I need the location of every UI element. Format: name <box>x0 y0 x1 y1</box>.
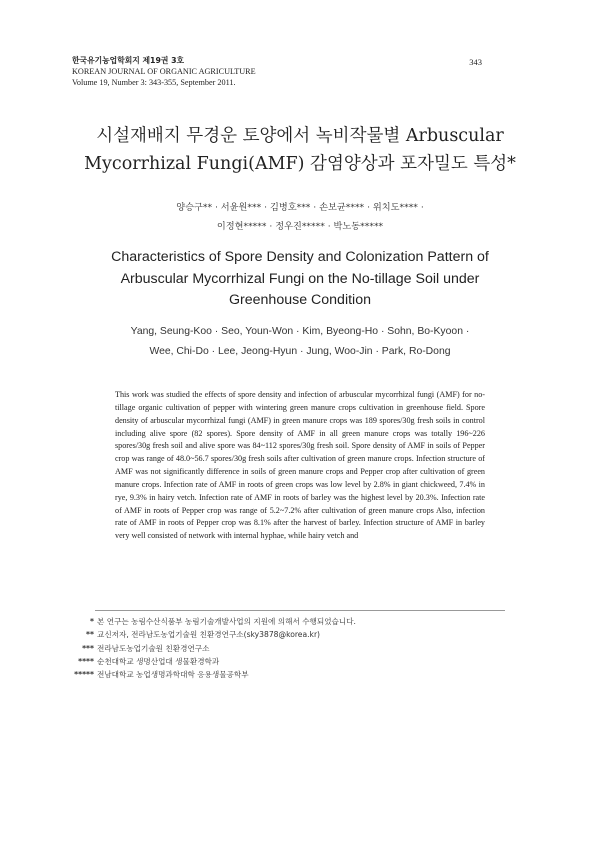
footnote-mark: *** <box>82 643 94 653</box>
footnote-item <box>72 615 502 628</box>
english-title-line-1: Characteristics of Spore Density and Colonization Pattern of <box>111 249 489 265</box>
footnote-item <box>72 628 502 641</box>
footnote-text: 전남대학교 농업생명과학대학 응용생물공학부 <box>97 670 249 680</box>
english-title <box>50 247 550 312</box>
footnote-mark: * <box>90 617 94 626</box>
journal-name-korean: 한국유기농업학회지 제19권 3호 <box>72 56 185 65</box>
footnote-text: 본 연구는 농림수산식품부 농림기술개발사업의 지원에 의해서 수행되었습니다. <box>97 617 356 626</box>
footnote-text: 순천대학교 생명산업대 생물환경학과 <box>97 656 220 666</box>
footnote-divider <box>95 610 505 611</box>
english-authors-line-2: Wee, Chi-Do · Lee, Jeong-Hyun · Jung, Woo-Jin · Park, Ro-Dong <box>149 346 451 357</box>
korean-authors <box>60 198 540 236</box>
journal-header <box>72 55 256 88</box>
footnote-item <box>72 642 502 655</box>
korean-title <box>40 122 560 178</box>
korean-title-line-1: 시설재배지 무경운 토양에서 녹비작물별 Arbuscular <box>96 126 504 146</box>
english-authors <box>50 322 550 362</box>
footnote-text: 교신저자, 전라남도농업기술원 친환경연구소(sky3878@korea.kr) <box>97 630 321 640</box>
footnote-item <box>72 668 502 681</box>
abstract-text: This work was studied the effects of spore density and infection of arbuscular mycorrhizal fungi (AMF) for no-tillage organic cultivation of pepper with wintering green manure crops cultivation in greenhouse field. Spore density of arbuscular mycorrhizal fungi (AMF) in green manure crops was 189 spores/30g fresh soils in control including alive spore (82 spores). Spore density of AMF in all green manure crops was totally 196~226 spores/30g fresh soil and alive spore was 84~112 spores/30g fresh soil. Spore density of AMF in soils of Pepper crop was range of 48.0~56.7 spores/30g fresh soils after cultivation of green manure crops. Infection structure of AMF was not significantly difference in soils of green manure crops and Pepper crop after cultivation of green manure crops. Infection rate of AMF in roots of green crops was low level by 2.8% in giant chickweed, 7.4% in rye, 9.3% in hairy vetch. Infection rate of AMF in roots of barley was the highest level by 20.3%. Infection rate of AMF in roots of Pepper crop was range of 5.2~7.2% after cultivation of green manure crops Also, infection rate of AMF in roots of Pepper crop was 8.1% after the harvest of barley. Infection structure of AMF in barley very well consisted of network with internal hyphae, while hairy vetch and <box>115 390 485 541</box>
journal-volume: Volume 19, Number 3: 343-355, September 2011. <box>72 78 236 87</box>
footnote-mark: ** <box>86 630 94 640</box>
footnote-mark: ***** <box>74 670 94 680</box>
journal-name-english: KOREAN JOURNAL OF ORGANIC AGRICULTURE <box>72 67 256 76</box>
korean-authors-line-1: 양승구** · 서윤원*** · 김병호*** · 손보균**** · 위치도**** · <box>176 202 424 213</box>
footnote-item <box>72 655 502 668</box>
english-authors-line-1: Yang, Seung-Koo · Seo, Youn-Won · Kim, Byeong-Ho · Sohn, Bo-Kyoon · <box>130 326 470 337</box>
english-title-line-3: Greenhouse Condition <box>229 292 371 308</box>
footnotes <box>72 615 502 681</box>
korean-title-line-2: Mycorrhizal Fungi(AMF) 감염양상과 포자밀도 특성* <box>84 154 516 174</box>
english-title-line-2: Arbuscular Mycorrhizal Fungi on the No-tillage Soil under <box>120 270 480 287</box>
korean-authors-line-2: 이정현***** · 정우진***** · 박노동***** <box>216 221 384 232</box>
footnote-mark: **** <box>78 656 94 666</box>
page-number: 343 <box>469 57 482 67</box>
footnote-text: 전라남도농업기술원 친환경연구소 <box>97 643 210 653</box>
